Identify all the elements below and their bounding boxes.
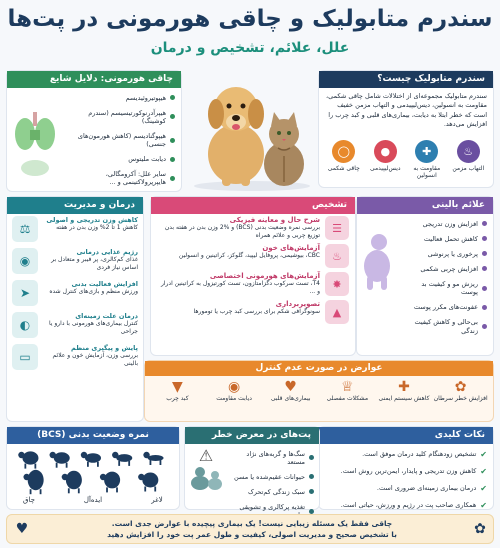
pets-illustration: [188, 64, 316, 192]
complication-item: [377, 379, 432, 402]
symptom-text: کاهش تحمل فعالیت: [423, 234, 478, 243]
complication-label: افزایش خطر سرطان: [433, 395, 488, 402]
complication-item: [263, 379, 318, 402]
key-point-item: [325, 446, 487, 463]
dog-cat-icon: [188, 64, 316, 192]
bcs-dog-3: [81, 452, 101, 467]
key-points-header: نکات کلیدی: [319, 427, 493, 444]
bcs-label-thin: لاغر: [151, 496, 163, 504]
risk-text: سگ‌ها و گربه‌های نژاد مستعد: [246, 449, 305, 466]
bcs-dog-4: [50, 452, 70, 468]
diagnosis-item-title: شرح حال و معاینه فیزیکی: [229, 216, 320, 224]
key-points-list: [319, 444, 493, 516]
key-point-item: [325, 497, 487, 514]
symptom-item: [403, 277, 487, 300]
drop-icon: ●: [374, 140, 397, 163]
bcs-dog-8: [62, 471, 82, 494]
symptom-item: [403, 231, 487, 246]
diagnosis-item-title: آزمایش‌های هورمونی اختصاصی: [209, 272, 320, 280]
risk-text: حیوانات عقیم‌شده یا مسن: [234, 472, 305, 481]
diagnosis-item: [157, 272, 349, 296]
complications-header: عوارض در صورت عدم کنترل: [145, 361, 493, 376]
treatment-item-title: درمان علت زمینه‌ای: [75, 312, 138, 320]
complication-item: [320, 379, 375, 402]
check-icon: ✔: [480, 500, 487, 510]
warning-icon: ⚠: [198, 446, 214, 465]
key-point-text: کاهش وزن تدریجی و پایدار، ایمن‌ترین روش است.: [340, 467, 477, 476]
liver-icon: ▼: [172, 379, 183, 395]
bcs-dog-1: [143, 452, 163, 465]
causes-card: [6, 70, 182, 192]
causes-content: [7, 88, 181, 192]
bcs-header: نمره وضعیت بدنی (BCS): [7, 427, 179, 444]
treatment-item-text: بررسی وزن، آزمایش خون و علائم بالینی: [52, 352, 138, 367]
molecule-icon: ✸: [325, 272, 349, 296]
treatment-item-text: کاهش 1 تا 2% وزن بدن در هفته: [56, 224, 138, 231]
sugar-icon: ◉: [227, 379, 241, 395]
diagnosis-item-text: بررسی نمره وضعیت بدنی (BCS) و %2 وزن بدن در هفته بدن توزیع چربی و علائم همراه: [164, 224, 320, 239]
cancer-cells-icon: ✿: [454, 379, 467, 395]
cause-item: [69, 152, 175, 167]
bcs-dog-5: [18, 451, 38, 468]
check-icon: ✔: [480, 483, 487, 493]
complication-label: بیماری‌های قلبی: [270, 395, 311, 402]
definition-card: [318, 70, 494, 188]
treatment-item-title: رژیم غذایی درمانی: [76, 248, 138, 256]
bcs-card: [6, 426, 180, 510]
diagnosis-item: [157, 216, 349, 240]
symptom-text: عفونت‌های مکرر پوست: [413, 303, 478, 312]
symptom-item: [403, 246, 487, 261]
treatment-item-text: غذای کم‌کالری، پر فیبر و متعادل بر اساس نیاز فردی: [51, 256, 138, 271]
complication-label: کبد چرب: [166, 395, 189, 402]
diagnosis-list: [151, 214, 355, 326]
complication-item: [150, 379, 205, 402]
ultrasound-icon: ▲: [325, 300, 349, 324]
treatment-list: [7, 214, 143, 372]
symptom-item: [403, 315, 487, 338]
treatment-item-title: پایش و پیگیری منظم: [71, 344, 138, 352]
complication-label: مشکلات مفصلی: [326, 395, 369, 402]
cause-item: [69, 167, 175, 190]
risk-text: سبک زندگی کم‌تحرک: [247, 487, 305, 496]
complication-item: [433, 379, 488, 402]
cause-text: سایر علل: آکرومگالی، هایپرپرولاکتینمی و ...: [105, 170, 166, 187]
bcs-label-fat: چاق: [23, 496, 35, 504]
treatment-header: درمان و مدیریت: [7, 197, 143, 214]
treatment-item-text: ورزش منظم و بازی‌های کنترل شده: [49, 288, 138, 295]
treatment-card: [6, 196, 144, 422]
symptom-item: [403, 216, 487, 231]
thyroid-icon: [13, 110, 57, 180]
obesity-item: [324, 140, 364, 179]
dog-silhouette: [359, 214, 397, 340]
risk-list: [227, 444, 319, 525]
treatment-item: [12, 280, 138, 306]
diagnosis-item-text: CBC، بیوشیمی، پروفایل لیپید، گلوکز، کراتینین و انسولین: [178, 252, 320, 259]
symptom-item: [403, 261, 487, 276]
cause-item: [69, 90, 175, 105]
symptom-text: ریزش مو و کیفیت بد پوست: [421, 280, 478, 297]
cause-text: دیابت ملیتوس: [128, 155, 166, 164]
footer-line-2: با تشخیص صحیح و مدیریت اصولی، کیفیت و طول عمر پت خود را افزایش دهید: [107, 530, 397, 539]
cause-text: هیپوگنادیسم (کاهش هورمون‌های جنسی): [77, 131, 166, 148]
diagnosis-item-text: T4، تست سرکوب دگزامتازون، تست کورتیزول به کراتینین ادرار و ...: [160, 280, 320, 295]
page-subtitle: علل، علائم، تشخیص و درمان: [150, 40, 350, 56]
pets-silhouette-icon: [188, 465, 224, 491]
bcs-dog-6: [138, 473, 158, 492]
check-icon: ✔: [480, 449, 487, 459]
symptom-text: افزایش وزن تدریجی: [422, 219, 478, 228]
heart-icon: ♥: [284, 379, 297, 395]
symptom-item: [403, 300, 487, 315]
shield-icon: ✚: [398, 379, 410, 395]
diagnosis-item-title: تصویربرداری: [275, 300, 320, 308]
page-title: سندرم متابولیک و چاقی هورمونی در پت‌ها: [7, 6, 493, 32]
key-point-text: همکاری صاحب پت در رژیم و ورزش، حیاتی است.: [340, 501, 477, 510]
cause-text: هیپوتیروئیدیسم: [125, 93, 166, 102]
footer-pets-icon: ♥: [15, 521, 29, 537]
key-point-item: [325, 463, 487, 480]
footer-line-1: چاقی فقط یک مسئله زیبایی نیست! یک بیماری پیچیده با عوارض جدی است.: [111, 519, 393, 528]
footer-banner: [6, 514, 494, 544]
risk-item: [232, 469, 314, 484]
food-bowl-icon: ◉: [12, 248, 38, 274]
treatment-item: [12, 344, 138, 370]
symptoms-content: [357, 214, 493, 340]
clipboard-icon: ☰: [325, 216, 349, 240]
flame-icon: ♨: [457, 140, 480, 163]
symptom-text: افزایش چربی شکمی: [420, 264, 478, 273]
cause-item: [69, 105, 175, 128]
complications-list: [145, 376, 493, 405]
footer-paw-icon: ✿: [474, 521, 486, 537]
cause-text: هیپرآدرنوکورتیسیسم (سندرم کوشینگ): [88, 108, 166, 125]
dyslipidemia-item: [365, 140, 405, 179]
definition-header: سندرم متابولیک چیست؟: [319, 71, 493, 88]
key-point-text: تشخیص زودهنگام کلید درمان موفق است.: [362, 450, 477, 459]
treatment-item-title: افزایش فعالیت بدنی: [71, 280, 138, 288]
insulin-item: [407, 140, 447, 179]
joint-icon: ♕: [341, 379, 354, 395]
footer-text: [37, 519, 467, 539]
scale-icon: ⚖: [12, 216, 38, 242]
symptom-text: بی‌حالی و کاهش کیفیت زندگی: [414, 318, 478, 335]
diagnosis-item-text: سونوگرافی شکم برای بررسی کبد چرب یا تومورها: [193, 308, 320, 315]
diagnosis-card: [150, 196, 356, 356]
treatment-item-title: کاهش وزن تدریجی و اصولی: [46, 216, 138, 224]
blood-tube-icon: ♨: [325, 244, 349, 268]
treatment-item-text: کنترل بیماری‌های هورمونی با دارو یا جراحی: [48, 320, 138, 335]
check-icon: ✔: [480, 466, 487, 476]
running-dog-icon: ➤: [12, 280, 38, 306]
definition-icons: [319, 140, 493, 179]
obesity-label: چاقی شکمی: [327, 165, 360, 172]
complication-label: کاهش سیستم ایمنی: [378, 395, 430, 402]
complication-item: [207, 379, 262, 402]
bcs-label-ideal: ایده‌آل: [83, 496, 103, 504]
syringe-icon: ✚: [415, 140, 438, 163]
key-points-card: [318, 426, 494, 510]
bcs-dog-2: [112, 452, 132, 466]
risk-header: پت‌های در معرض خطر: [185, 427, 319, 444]
complication-label: دیابت مقاومت: [216, 395, 252, 402]
pills-icon: ◐: [12, 312, 38, 338]
dyslipidemia-label: دیس‌لیپیدمی: [369, 165, 401, 172]
risk-item: [232, 446, 314, 469]
risk-item: [232, 484, 314, 499]
causes-list: [63, 88, 181, 192]
treatment-item: [12, 312, 138, 338]
complications-card: [144, 360, 494, 422]
risk-card: [184, 426, 320, 510]
symptoms-card: [356, 196, 494, 356]
thyroid-illustration: [7, 88, 63, 192]
risk-text: تغذیه پرکالری و تشویقی: [239, 503, 305, 511]
inflammation-item: [448, 140, 488, 179]
treatment-item: [12, 248, 138, 274]
dog-silhouette-icon: [361, 232, 395, 292]
diagnosis-item: [157, 244, 349, 268]
key-point-item: [325, 480, 487, 497]
symptom-text: پرخوری یا پرنوشی: [427, 249, 478, 258]
diagnosis-item-title: آزمایش‌های خون: [262, 244, 320, 252]
inflammation-label: التهاب مزمن: [452, 165, 485, 172]
definition-text: سندرم متابولیک مجموعه‌ای از اختلالات شامل چاقی شکمی، مقاومت به انسولین، دیس‌لیپیدمی و التهاب مزمن خفیف است که خطر ابتلا به دیابت، بیماری‌های قلبی و کبد چرب را افزایش می‌دهد.: [326, 92, 487, 129]
symptoms-list: [397, 214, 493, 340]
cause-item: [69, 128, 175, 151]
bcs-dog-7: [100, 472, 120, 493]
bcs-scale: [7, 444, 179, 508]
key-point-text: درمان بیماری زمینه‌ای ضروری است.: [376, 484, 477, 493]
treatment-item: [12, 216, 138, 242]
symptoms-header: علائم بالینی: [357, 197, 493, 214]
diagnosis-header: تشخیص: [151, 197, 355, 214]
bcs-dog-9: [23, 470, 43, 494]
causes-header: چاقی هورمونی: دلایل شایع: [7, 71, 181, 88]
warning-illustration: [185, 444, 227, 525]
risk-content: [185, 444, 319, 525]
insulin-label: مقاومت به انسولین: [413, 165, 441, 179]
monitor-icon: ▭: [12, 344, 38, 370]
belly-icon: ◯: [332, 140, 355, 163]
diagnosis-item: [157, 300, 349, 324]
